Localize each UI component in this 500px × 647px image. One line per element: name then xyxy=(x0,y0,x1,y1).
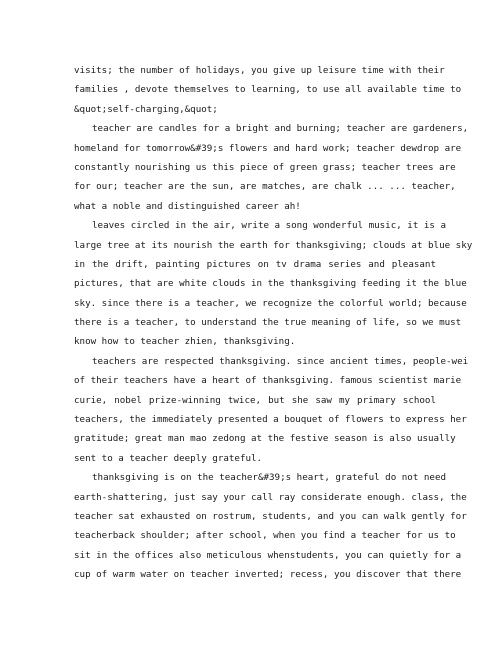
text-line: in the drift, painting pictures on tv drama series and pleasant xyxy=(74,258,436,270)
text-line: what a noble and distinguished career ah! xyxy=(74,200,301,212)
text-line: earth-shattering, just say your call ray considerate enough. class, the xyxy=(74,491,467,503)
text-line: sent to a teacher deeply grateful. xyxy=(74,452,263,464)
text-line: cup of warm water on teacher inverted; recess, you discover that there xyxy=(74,569,462,581)
text-line: for our; teacher are the sun, are matches, are chalk ... ... teacher, xyxy=(74,181,456,193)
text-line: know how to teacher zhien, thanksgiving. xyxy=(74,336,296,348)
text-line: families , devote themselves to learning, to use all available time to xyxy=(74,84,462,96)
text-line: teacherback shoulder; after school, when you find a teacher for us to xyxy=(74,530,456,542)
text-line: constantly nourishing us this piece of green grass; teacher trees are xyxy=(74,161,456,173)
text-line: teachers, the immediately presented a bouquet of flowers to express her xyxy=(74,414,467,426)
text-line: teacher sat exhausted on rostrum, students, and you can walk gently for xyxy=(74,510,467,522)
text-line: &quot;self-charging,&quot; xyxy=(74,103,218,115)
text-line: thanksgiving is on the teacher&#39;s heart, grateful do not need xyxy=(92,472,447,484)
body-text xyxy=(74,61,473,585)
text-line: teachers are respected thanksgiving. since ancient times, people-wei xyxy=(92,355,469,367)
text-line: sky. since there is a teacher, we recognize the colorful world; because xyxy=(74,297,467,309)
text-line: gratitude; great man mao zedong at the festive season is also usually xyxy=(74,433,456,445)
text-line: large tree at its nourish the earth for thanksgiving; clouds at blue sky xyxy=(74,239,473,251)
text-line: leaves circled in the air, write a song wonderful music, it is a xyxy=(92,220,447,232)
text-line: there is a teacher, to understand the true meaning of life, so we must xyxy=(74,317,462,329)
text-line: curie, nobel prize-winning twice, but she saw my primary school xyxy=(74,394,436,406)
text-line: homeland for tomorrow&#39;s flowers and hard work; teacher dewdrop are xyxy=(74,142,462,154)
text-line: pictures, that are white clouds in the thanksgiving feeding it the blue xyxy=(74,278,467,290)
text-line: visits; the number of holidays, you give up leisure time with their xyxy=(74,65,445,76)
text-line: sit in the offices also meticulous whenstudents, you can quietly for a xyxy=(74,549,462,561)
text-line: of their teachers have a heart of thanksgiving. famous scientist marie xyxy=(74,375,462,387)
text-line: teacher are candles for a bright and burning; teacher are gardeners, xyxy=(92,123,469,135)
